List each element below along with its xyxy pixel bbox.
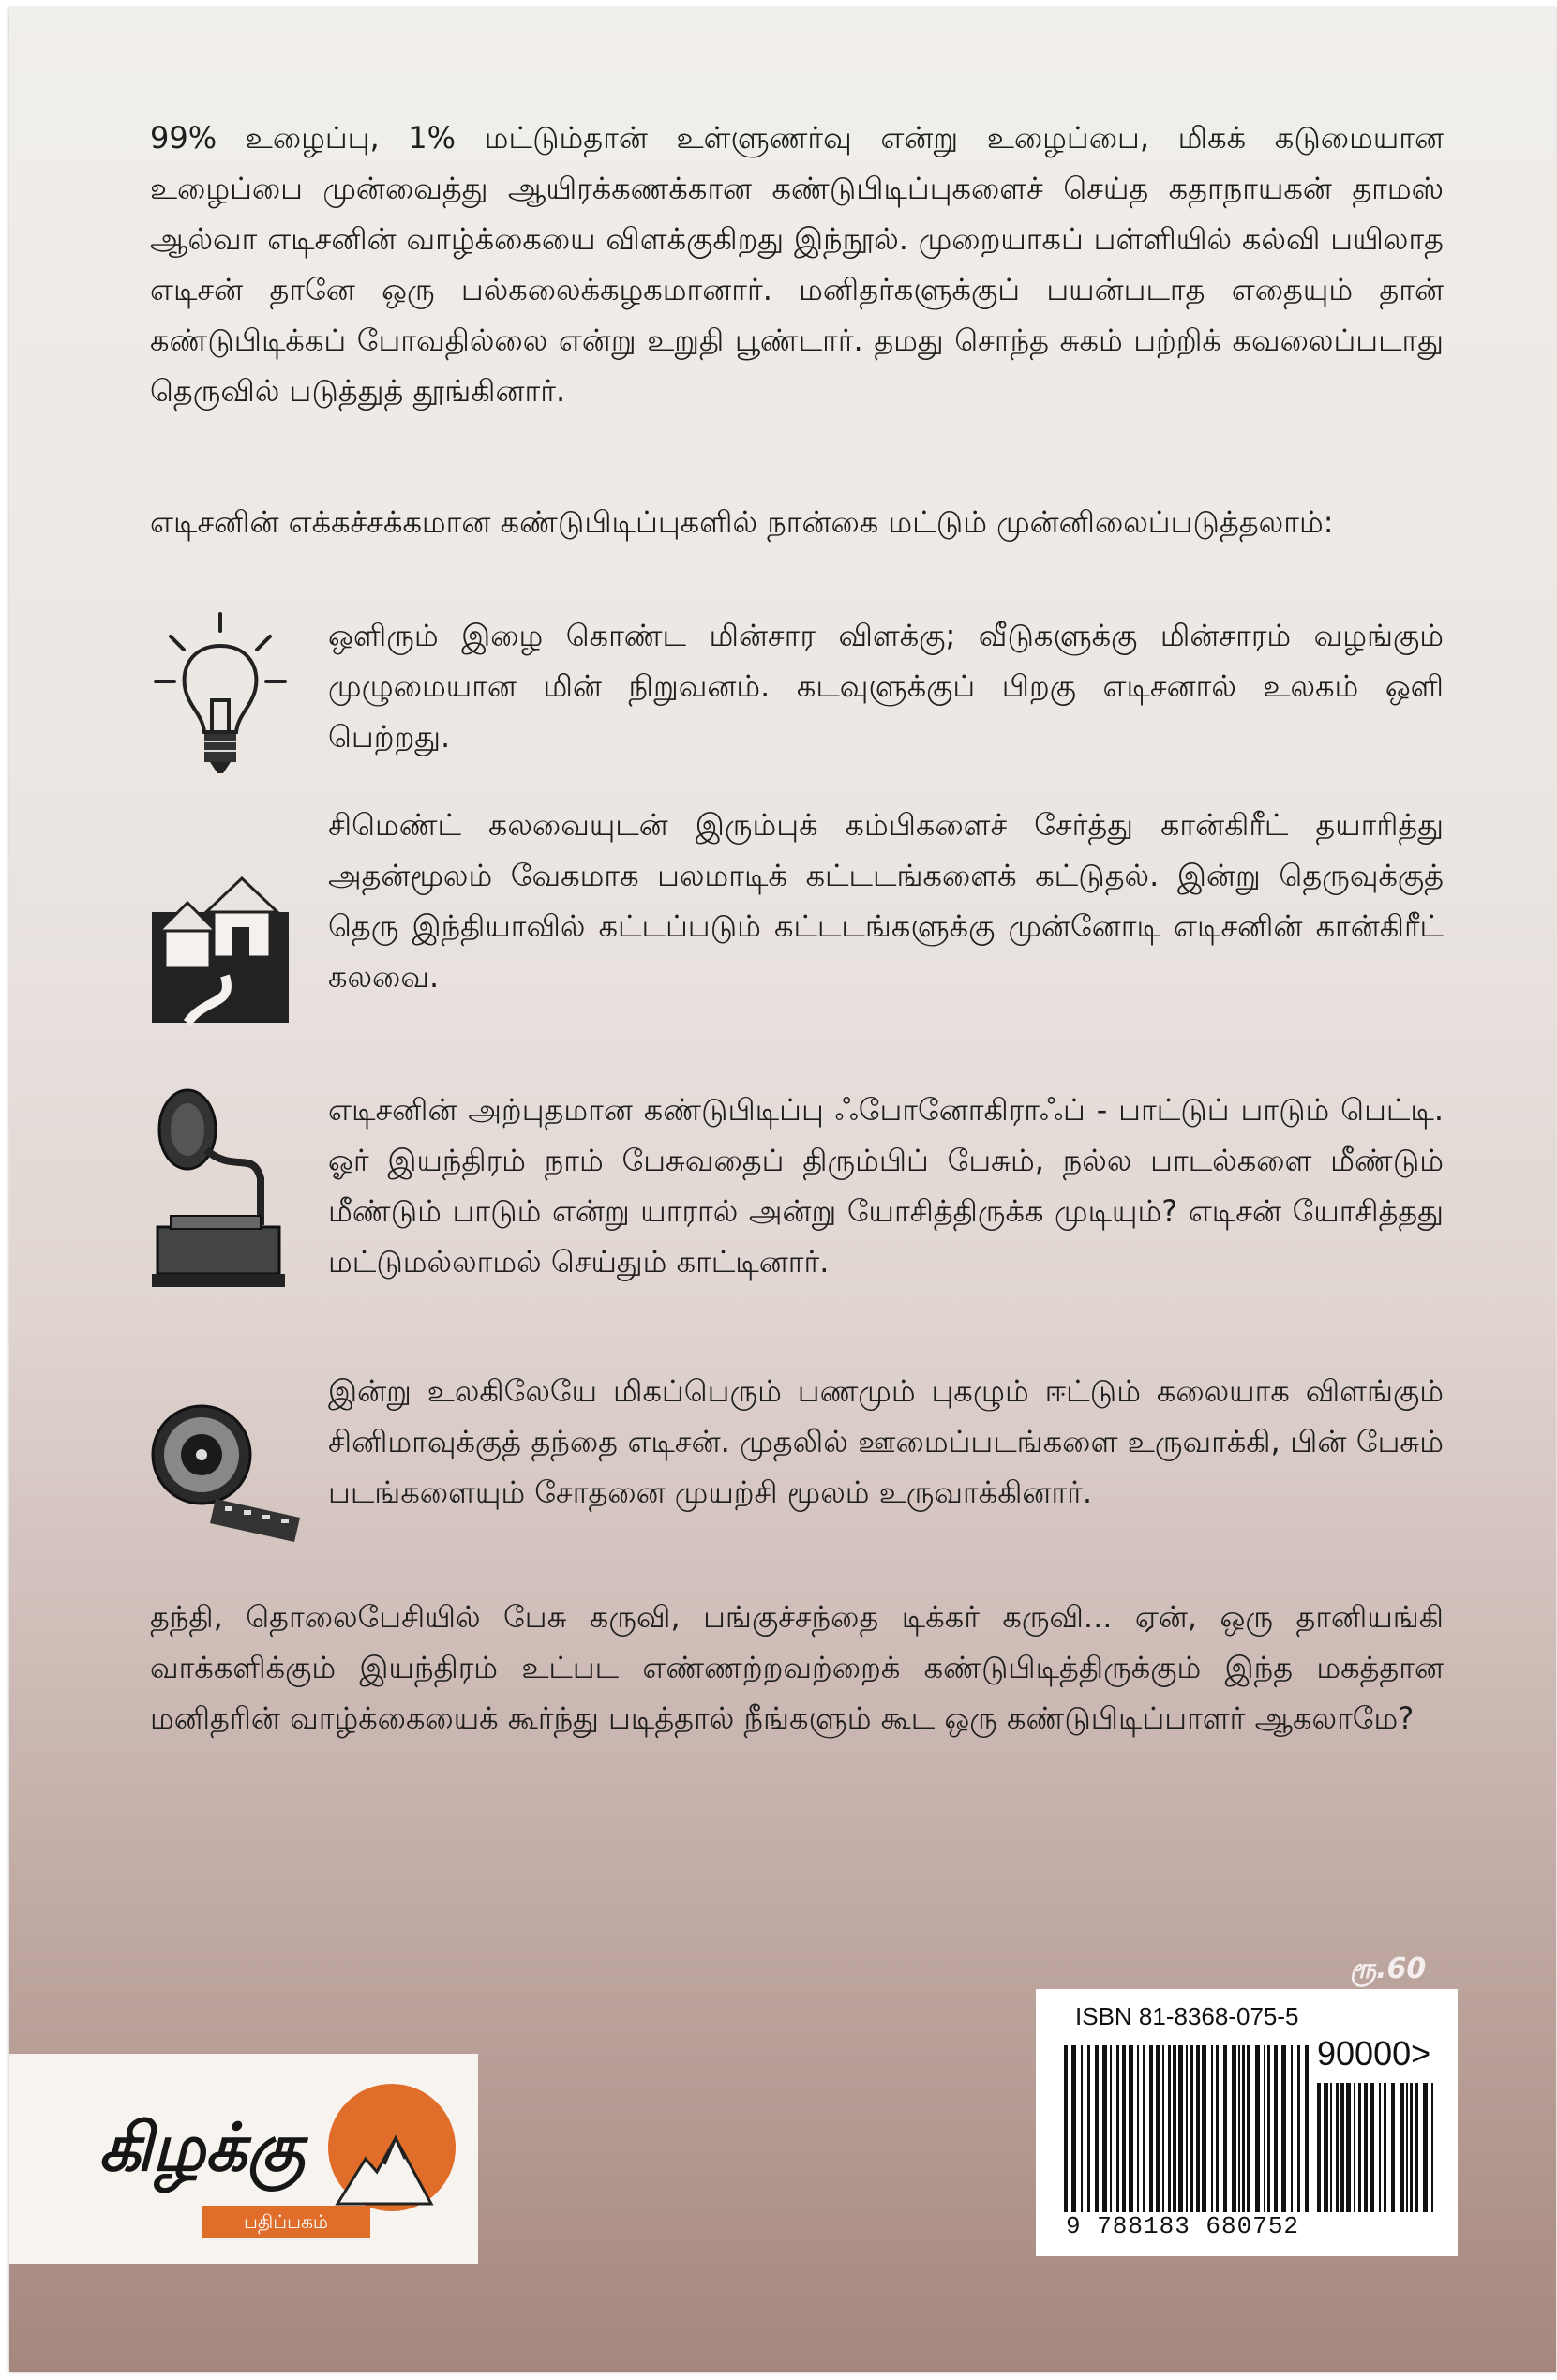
isbn-number: ISBN 81-8368-075-5 <box>1075 2002 1299 2030</box>
price-label: ரூ.60 <box>1350 1953 1427 1985</box>
intro-paragraph: 99% உழைப்பு, 1% மட்டும்தான் உள்ளுணர்வு என்று உழைப்பை, மிகக் கடுமையான உழைப்பை முன்வைத்து ஆயிரக்கணக்கான கண்டுபிடிப்புகளைச் செய்த கதாநாயகன் தாமஸ் ஆல்வா எடிசனின் வாழ்க்கையை விளக்குகிறது இந்நூல். முறையாகப் பள்ளியில் கல்வி பயிலாத எடிசன் தானே ஒரு பல்கலைக்கழகமானார். மனிதர்களுக்குப் பயன்படாத எதையும் தான் கண்டுபிடிக்கப் போவதில்லை என்று உறுதி பூண்டார். தமது சொந்த சுகம் பற்றிக் கவலைப்படாது தெருவில் படுத்துத் தூங்கினார். <box>150 120 1444 409</box>
book-back-cover <box>9 7 1556 2372</box>
invention-item-cinema <box>150 1366 1444 1591</box>
phonograph-icon <box>150 1085 291 1300</box>
invention-text: ஒளிரும் இழை கொண்ட மின்சார விளக்கு; வீடுகளுக்கு மின்சாரம் வழங்கும் முழுமையான மின் நிறுவனம். கடவுளுக்குப் பிறகு எடிசனால் உலகம் ஒளி பெற்றது. <box>328 618 1444 755</box>
invention-item-phonograph <box>150 1085 1444 1310</box>
film-reel-icon <box>150 1394 309 1563</box>
invention-text: சிமெண்ட் கலவையுடன் இரும்புக் கம்பிகளைச் சேர்த்து கான்கிரீட் தயாரித்து அதன்மூலம் வேகமாக பலமாடிக் கட்டடங்களைக் கட்டுதல். இன்று தெருவுக்குத் தெரு இந்தியாவில் கட்டப்படும் கட்டடங்களுக்கு முன்னோடி எடிசனின் கான்கிரீட் கலவை. <box>328 807 1444 995</box>
light-bulb-icon <box>150 610 291 779</box>
publisher-tagline: பதிப்பகம் <box>202 2206 370 2238</box>
invention-text: இன்று உலகிலேயே மிகப்பெரும் பணமும் புகழும் ஈட்டும் கலையாக விளங்கும் சினிமாவுக்குத் தந்தை எடிசன். முதலில் ஊமைப்படங்களை உருவாக்கி, பின் பேசும் படங்களையும் சோதனை முயற்சி மூலம் உருவாக்கினார். <box>328 1373 1445 1510</box>
closing-paragraph: தந்தி, தொலைபேசியில் பேசு கருவி, பங்குச்சந்தை டிக்கர் கருவி... ஏன், ஒரு தானியங்கி வாக்களிக்கும் இயந்திரம் உட்பட எண்ணற்றவற்றைக் கண்டுபிடித்திருக்கும் இந்த மகத்தான மனிதரின் வாழ்க்கையைக் கூர்ந்து படித்தால் நீங்களும் கூட ஒரு கண்டுபிடிப்பாளர் ஆகலாமே? <box>150 1599 1445 1736</box>
isbn-barcode <box>1036 1989 1458 2256</box>
houses-icon <box>150 865 291 1034</box>
ean-digits: 9 788183 680752 <box>1066 2212 1300 2240</box>
barcode-bars <box>1064 2045 1317 2212</box>
invention-item-concrete <box>150 800 1444 1025</box>
lead-paragraph: எடிசனின் எக்கச்சக்கமான கண்டுபிடிப்புகளில் நான்கை மட்டும் முன்னிலைப்படுத்தலாம்: <box>150 504 1334 540</box>
publisher-logo <box>9 2054 478 2264</box>
publisher-name: கிழக்கு <box>98 2108 306 2186</box>
addon-barcode-bars <box>1317 2083 1439 2212</box>
invention-text: எடிசனின் அற்புதமான கண்டுபிடிப்பு ஃபோனோகிராஃப் - பாட்டுப் பாடும் பெட்டி. ஓர் இயந்திரம் நாம் பேசுவதைப் திரும்பிப் பேசும், நல்ல பாடல்களை மீண்டும் மீண்டும் பாடும் என்று யாரால் அன்று யோசித்திருக்க முடியும்? எடிசன் யோசித்தது மட்டுமல்லாமல் செய்தும் காட்டினார். <box>328 1092 1444 1280</box>
barcode-price-code: 90000> <box>1317 2034 1431 2073</box>
